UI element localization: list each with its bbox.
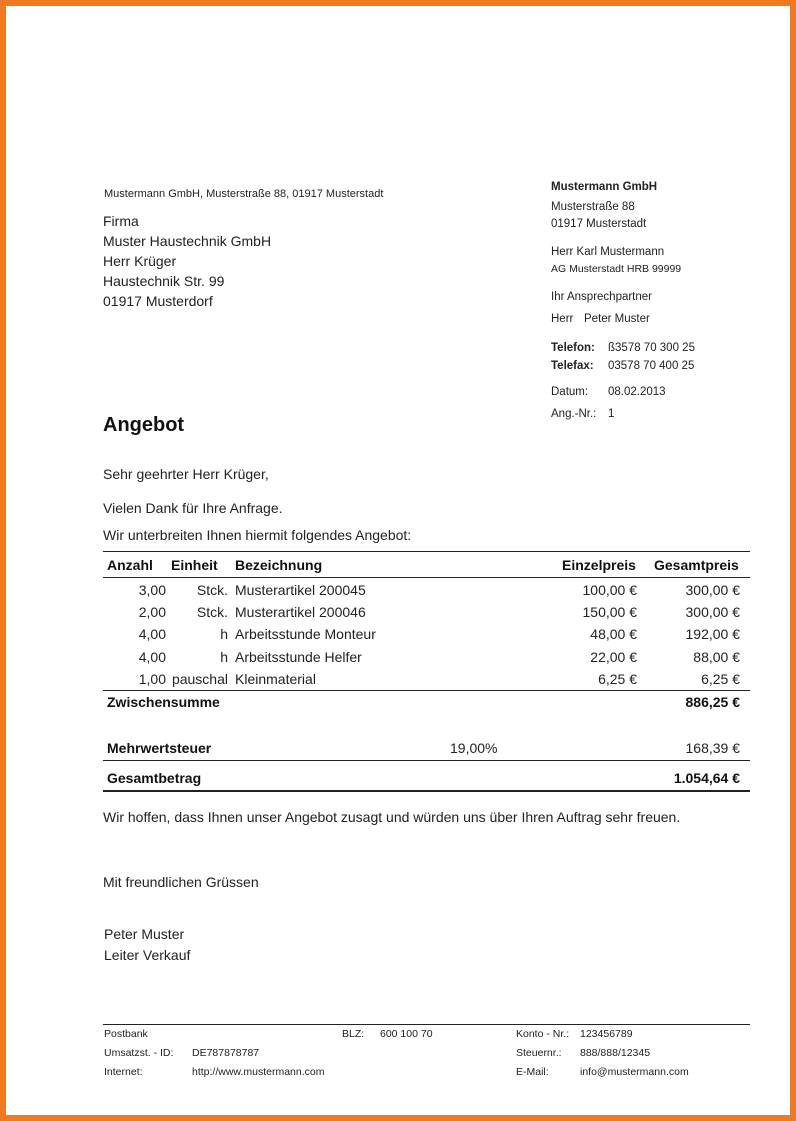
- row-unit-price: 6,25 €: [598, 671, 637, 687]
- recipient-line: Firma: [103, 213, 139, 229]
- phone-value: ß3578 70 300 25: [608, 342, 695, 354]
- vat-value: 168,39 €: [685, 740, 740, 756]
- table-items-rule: [103, 690, 750, 691]
- footer-blz-label: BLZ:: [342, 1028, 365, 1040]
- footer-vat-id-label: Umsatzst. - ID:: [104, 1047, 174, 1059]
- intro-offer: Wir unterbreiten Ihnen hiermit folgendes Angebot:: [103, 527, 412, 543]
- contact-salutation: Herr: [551, 313, 574, 325]
- row-quantity: 1,00: [138, 671, 166, 687]
- grand-total-label: Gesamtbetrag: [107, 770, 202, 786]
- date-value: 08.02.2013: [608, 386, 666, 398]
- footer-vat-id: DE787878787: [192, 1047, 260, 1059]
- greeting: Sehr geehrter Herr Krüger,: [103, 466, 269, 482]
- company-name: Mustermann GmbH: [551, 181, 658, 193]
- sender-return-address: Mustermann GmbH, Musterstraße 88, 01917 Musterstadt: [104, 188, 384, 200]
- company-manager: Herr Karl Mustermann: [551, 246, 665, 258]
- fax-label: Telefax:: [551, 360, 594, 372]
- table-header-rule: [103, 577, 750, 578]
- footer-web-label: Internet:: [104, 1066, 143, 1078]
- offer-number-label: Ang.-Nr.:: [551, 408, 597, 420]
- row-total: 300,00 €: [685, 582, 740, 598]
- col-header-description: Bezeichnung: [235, 557, 323, 573]
- col-header-total: Gesamtpreis: [654, 557, 739, 573]
- vat-label: Mehrwertsteuer: [107, 740, 212, 756]
- recipient-line: Herr Krüger: [103, 253, 177, 269]
- footer-account: 123456789: [580, 1028, 633, 1040]
- row-total: 300,00 €: [685, 604, 740, 620]
- footer-account-label: Konto - Nr.:: [516, 1028, 570, 1040]
- grand-total-value: 1.054,64 €: [673, 770, 740, 786]
- closing-text: Wir hoffen, dass Ihnen unser Angebot zusagt und würden uns über Ihren Auftrag sehr freuen.: [103, 809, 681, 825]
- row-description: Kleinmaterial: [235, 671, 316, 687]
- fax-value: 03578 70 400 25: [608, 360, 695, 372]
- footer-tax-no: 888/888/12345: [580, 1047, 651, 1059]
- row-unit: Stck.: [196, 604, 228, 620]
- col-header-unit: Einheit: [171, 557, 218, 573]
- vat-rate: 19,00%: [450, 740, 498, 756]
- contact-label: Ihr Ansprechpartner: [551, 291, 653, 303]
- footer-email-link[interactable]: info@mustermann.com: [580, 1066, 689, 1078]
- row-unit: h: [220, 649, 228, 665]
- row-unit: h: [220, 626, 228, 642]
- contact-name: Peter Muster: [584, 313, 650, 325]
- recipient-line: Haustechnik Str. 99: [103, 273, 225, 289]
- offer-number-value: 1: [608, 408, 615, 420]
- subtotal-value: 886,25 €: [685, 694, 740, 710]
- signature-title: Leiter Verkauf: [104, 947, 191, 963]
- company-street: Musterstraße 88: [551, 201, 635, 213]
- row-quantity: 2,00: [138, 604, 166, 620]
- row-unit-price: 22,00 €: [590, 649, 637, 665]
- row-unit-price: 150,00 €: [582, 604, 637, 620]
- row-total: 192,00 €: [685, 626, 740, 642]
- row-unit: pauschal: [171, 671, 228, 687]
- col-header-unit-price: Einzelpreis: [562, 557, 636, 573]
- col-header-quantity: Anzahl: [107, 557, 153, 573]
- table-bottom-rule: [103, 790, 750, 792]
- intro-thanks: Vielen Dank für Ihre Anfrage.: [103, 500, 283, 516]
- row-total: 6,25 €: [701, 671, 740, 687]
- footer-tax-no-label: Steuernr.:: [516, 1047, 562, 1059]
- recipient-line: Muster Haustechnik GmbH: [103, 233, 272, 249]
- row-unit-price: 48,00 €: [590, 626, 637, 642]
- row-unit-price: 100,00 €: [582, 582, 637, 598]
- footer-email-label: E-Mail:: [516, 1066, 549, 1078]
- company-city: 01917 Musterstadt: [551, 218, 647, 230]
- row-description: Musterartikel 200045: [235, 582, 366, 598]
- signature-name: Peter Muster: [104, 926, 185, 942]
- table-top-rule: [103, 551, 750, 552]
- subtotal-label: Zwischensumme: [107, 694, 220, 710]
- regards: Mit freundlichen Grüssen: [103, 874, 259, 890]
- footer-rule: [103, 1024, 750, 1025]
- recipient-line: 01917 Musterdorf: [103, 293, 213, 309]
- recipient-address: [103, 211, 271, 311]
- date-label: Datum:: [551, 386, 589, 398]
- footer-blz: 600 100 70: [380, 1028, 433, 1040]
- row-unit: Stck.: [196, 582, 228, 598]
- row-description: Musterartikel 200046: [235, 604, 366, 620]
- table-vat-rule: [103, 760, 750, 761]
- row-total: 88,00 €: [693, 649, 740, 665]
- company-register: AG Musterstadt HRB 99999: [551, 263, 682, 275]
- footer-bank: Postbank: [104, 1028, 148, 1040]
- row-quantity: 3,00: [138, 582, 166, 598]
- document-title: Angebot: [103, 414, 185, 436]
- row-description: Arbeitsstunde Monteur: [235, 626, 376, 642]
- row-quantity: 4,00: [138, 649, 166, 665]
- row-quantity: 4,00: [138, 626, 166, 642]
- footer-web-link[interactable]: http://www.mustermann.com: [192, 1066, 325, 1078]
- row-description: Arbeitsstunde Helfer: [235, 649, 362, 665]
- phone-label: Telefon:: [551, 342, 595, 354]
